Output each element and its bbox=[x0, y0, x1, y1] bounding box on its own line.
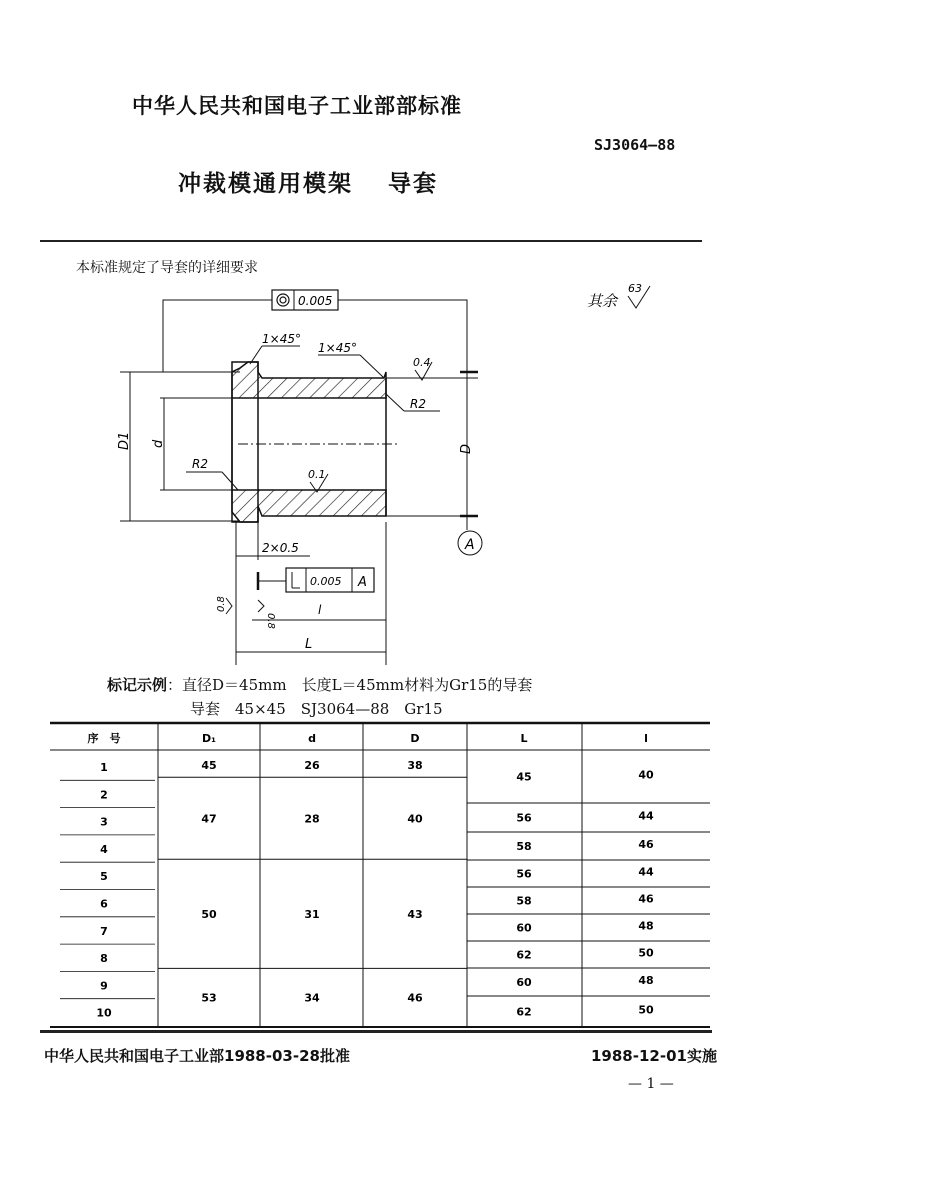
cell-L: 56 bbox=[516, 811, 532, 825]
top-rule bbox=[40, 240, 702, 242]
approval-note: 中华人民共和国电子工业部1988-03-28批准 bbox=[44, 1047, 350, 1065]
table-header-3: D bbox=[410, 732, 420, 745]
cell-D: 40 bbox=[407, 812, 423, 826]
dim-D1-label: D1 bbox=[117, 431, 132, 450]
cell-l: 44 bbox=[638, 865, 654, 879]
marking-string: 导套 45×45 SJ3064—88 Gr15 bbox=[190, 700, 443, 718]
cell-l: 40 bbox=[638, 768, 654, 782]
title-main: 冲裁模通用模架 bbox=[178, 171, 353, 197]
standard-code: SJ3064—88 bbox=[594, 136, 676, 154]
size-table bbox=[0, 718, 950, 1030]
row-number: 3 bbox=[100, 815, 108, 829]
table-header-4: L bbox=[520, 732, 528, 745]
page-number: — 1 — bbox=[628, 1076, 674, 1092]
cell-L: 58 bbox=[516, 894, 532, 908]
row-number: 8 bbox=[100, 952, 108, 966]
dim-l-label: l bbox=[318, 603, 322, 617]
row-number: 5 bbox=[100, 870, 108, 884]
row-number: 7 bbox=[100, 924, 108, 938]
bushing-drawing bbox=[0, 280, 950, 675]
dim-D-label: D bbox=[459, 443, 474, 454]
document-title bbox=[178, 165, 438, 198]
example-label: 标记示例 bbox=[107, 676, 168, 694]
cell-l: 46 bbox=[638, 838, 654, 851]
cell-L: 62 bbox=[516, 948, 532, 962]
cell-D: 38 bbox=[407, 759, 423, 772]
table-header-1: D₁ bbox=[202, 732, 216, 745]
row-number: 9 bbox=[100, 979, 108, 993]
cell-l: 48 bbox=[638, 974, 654, 987]
ministry-standard-heading: 中华人民共和国电子工业部部标准 bbox=[132, 94, 462, 118]
table-header-5: l bbox=[644, 732, 648, 745]
table-header-0: 序 号 bbox=[87, 732, 121, 745]
radius-bottom-label: R2 bbox=[192, 457, 208, 471]
cell-L: 60 bbox=[516, 921, 532, 935]
cell-d: 31 bbox=[304, 907, 320, 921]
intro-text: 本标准规定了导套的详细要求 bbox=[76, 260, 258, 276]
cell-l: 48 bbox=[638, 919, 654, 933]
example-text: 直径D＝45mm 长度L＝45mm材料为Gr15的导套 bbox=[182, 676, 533, 694]
roughness-outer-value: 0.4 bbox=[413, 356, 431, 369]
perpendicularity-datum: A bbox=[358, 575, 367, 590]
cell-L: 56 bbox=[516, 867, 532, 881]
dim-d-label: d bbox=[151, 439, 166, 448]
cell-d: 28 bbox=[304, 812, 320, 826]
concentricity-symbol-icon bbox=[277, 294, 289, 306]
roughness-rest-prefix: 其余 bbox=[587, 292, 618, 310]
cell-L: 62 bbox=[516, 1005, 532, 1019]
cell-d: 26 bbox=[304, 759, 320, 772]
row-number: 4 bbox=[100, 842, 108, 856]
cell-l: 50 bbox=[638, 1003, 654, 1017]
datum-label: A bbox=[465, 537, 475, 553]
perpendicularity-frame bbox=[258, 568, 374, 592]
cell-l: 44 bbox=[638, 809, 654, 823]
cell-D1: 45 bbox=[201, 759, 217, 772]
title-sub: 导套 bbox=[388, 171, 439, 197]
cell-D1: 50 bbox=[201, 907, 217, 921]
effective-date: 1988-12-01实施 bbox=[591, 1047, 717, 1065]
cell-D1: 53 bbox=[201, 991, 217, 1005]
chamfer-left-label: 1×45° bbox=[262, 332, 301, 346]
cell-l: 46 bbox=[638, 892, 654, 906]
dim-L-label: L bbox=[305, 637, 313, 652]
row-number: 6 bbox=[100, 897, 108, 911]
roughness-end-value: 0.8 bbox=[265, 613, 276, 629]
roughness-inner-value: 0.1 bbox=[308, 468, 326, 481]
table-header-2: d bbox=[308, 732, 316, 745]
marking-example: 标记示例：直径D＝45mm 长度L＝45mm材料为Gr15的导套 bbox=[107, 676, 533, 694]
cell-D1: 47 bbox=[201, 812, 217, 826]
chamfer-right-label: 1×45° bbox=[318, 341, 357, 355]
perpendicularity-value: 0.005 bbox=[310, 575, 342, 588]
cell-l: 50 bbox=[638, 946, 654, 960]
cell-D: 46 bbox=[407, 991, 423, 1005]
radius-top-label: R2 bbox=[410, 397, 426, 411]
roughness-face-value: 0.8 bbox=[216, 596, 227, 612]
bottom-rule bbox=[40, 1030, 712, 1033]
roughness-rest-value: 63 bbox=[628, 282, 642, 295]
cell-D: 43 bbox=[407, 907, 423, 921]
concentricity-value: 0.005 bbox=[298, 294, 333, 308]
cell-L: 58 bbox=[516, 840, 532, 853]
groove-label: 2×0.5 bbox=[262, 541, 299, 555]
row-number: 10 bbox=[96, 1006, 112, 1020]
cell-d: 34 bbox=[304, 991, 320, 1005]
cell-L: 60 bbox=[516, 976, 532, 989]
row-number: 2 bbox=[100, 788, 108, 802]
bushing-section bbox=[232, 362, 400, 522]
row-number: 1 bbox=[100, 761, 108, 774]
cell-L: 45 bbox=[516, 770, 532, 784]
